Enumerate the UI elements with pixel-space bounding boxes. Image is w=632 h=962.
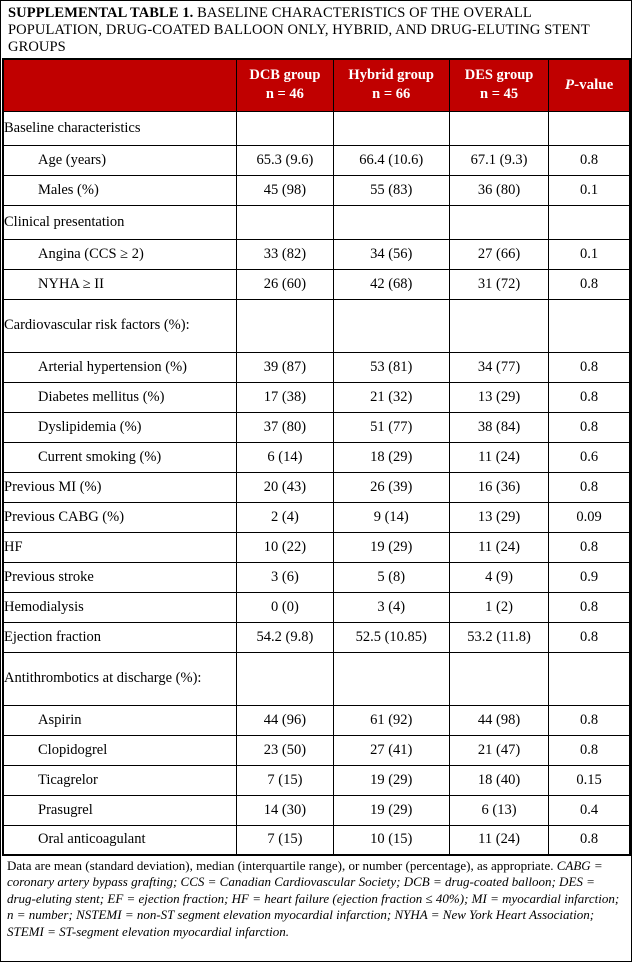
des-value-cell: 21 (47): [449, 735, 548, 765]
pvalue-value-cell: 0.8: [549, 622, 630, 652]
hybrid-value-cell: 21 (32): [333, 382, 449, 412]
hybrid-value-cell: [333, 111, 449, 145]
pvalue-value-cell: 0.1: [549, 239, 630, 269]
table-title-number: SUPPLEMENTAL TABLE 1.: [8, 5, 194, 21]
section-row: [3, 205, 630, 239]
row-label-cell: Angina (CCS ≥ 2): [3, 239, 237, 269]
pvalue-value-cell: 0.4: [549, 795, 630, 825]
row-label-cell: NYHA ≥ II: [3, 269, 237, 299]
pvalue-value-cell: 0.8: [549, 825, 630, 855]
header-dcb-group-cell: [237, 59, 333, 111]
hybrid-value-cell: 51 (77): [333, 412, 449, 442]
table-row: [3, 352, 630, 382]
des-group-name: DES group: [464, 67, 534, 84]
dcb-value-cell: 54.2 (9.8): [237, 622, 333, 652]
des-value-cell: 27 (66): [449, 239, 548, 269]
pvalue-value-cell: 0.8: [549, 412, 630, 442]
header-des-group-cell: [449, 59, 548, 111]
row-label-cell: Ticagrelor: [3, 765, 237, 795]
des-value-cell: [449, 299, 548, 352]
row-label-cell: Diabetes mellitus (%): [3, 382, 237, 412]
table-footnote: [1, 856, 631, 940]
dcb-value-cell: 23 (50): [237, 735, 333, 765]
hybrid-value-cell: 27 (41): [333, 735, 449, 765]
header-pvalue-cell: P-value: [549, 59, 630, 111]
section-row: [3, 299, 630, 352]
dcb-value-cell: [237, 299, 333, 352]
hybrid-value-cell: 52.5 (10.85): [333, 622, 449, 652]
dcb-value-cell: 6 (14): [237, 442, 333, 472]
table-row: [3, 145, 630, 175]
hybrid-value-cell: 19 (29): [333, 532, 449, 562]
pvalue-value-cell: 0.1: [549, 175, 630, 205]
hybrid-value-cell: 55 (83): [333, 175, 449, 205]
pvalue-value-cell: [549, 111, 630, 145]
dcb-value-cell: 33 (82): [237, 239, 333, 269]
table-row: [3, 592, 630, 622]
table-row: [3, 765, 630, 795]
des-value-cell: 11 (24): [449, 532, 548, 562]
dcb-value-cell: 39 (87): [237, 352, 333, 382]
pvalue-value-cell: 0.8: [549, 735, 630, 765]
des-value-cell: 34 (77): [449, 352, 548, 382]
table-row: [3, 239, 630, 269]
header-empty-cell: [3, 59, 237, 111]
dcb-value-cell: 65.3 (9.6): [237, 145, 333, 175]
section-row: [3, 111, 630, 145]
row-label-cell: Ejection fraction: [3, 622, 237, 652]
row-label-cell: Current smoking (%): [3, 442, 237, 472]
row-label-cell: Baseline characteristics: [3, 111, 237, 145]
header-hybrid-group-cell: [333, 59, 449, 111]
dcb-group-n: n = 46: [265, 86, 304, 103]
des-value-cell: 67.1 (9.3): [449, 145, 548, 175]
des-value-cell: 44 (98): [449, 705, 548, 735]
hybrid-value-cell: 9 (14): [333, 502, 449, 532]
hybrid-value-cell: [333, 205, 449, 239]
table-row: [3, 825, 630, 855]
hybrid-value-cell: 34 (56): [333, 239, 449, 269]
dcb-value-cell: 3 (6): [237, 562, 333, 592]
row-label-cell: Previous stroke: [3, 562, 237, 592]
des-value-cell: [449, 205, 548, 239]
hybrid-value-cell: 18 (29): [333, 442, 449, 472]
des-value-cell: 38 (84): [449, 412, 548, 442]
dcb-value-cell: 7 (15): [237, 765, 333, 795]
row-label-cell: Oral anticoagulant: [3, 825, 237, 855]
table-row: [3, 532, 630, 562]
row-label-cell: Previous CABG (%): [3, 502, 237, 532]
des-value-cell: 1 (2): [449, 592, 548, 622]
des-value-cell: 53.2 (11.8): [449, 622, 548, 652]
footnote-definition: Data are mean (standard deviation), median (interquartile range), or number (percentage), as appropriate.: [7, 858, 554, 873]
table-row: [3, 442, 630, 472]
dcb-value-cell: [237, 111, 333, 145]
dcb-value-cell: 44 (96): [237, 705, 333, 735]
des-value-cell: 13 (29): [449, 502, 548, 532]
des-value-cell: 11 (24): [449, 825, 548, 855]
section-row: [3, 652, 630, 705]
hybrid-group-name: Hybrid group: [348, 67, 434, 84]
pvalue-value-cell: 0.8: [549, 472, 630, 502]
dcb-value-cell: 14 (30): [237, 795, 333, 825]
table-row: [3, 412, 630, 442]
table-title-text: BASELINE CHARACTERISTICS OF THE OVERALL POPULATION, DRUG-COATED BALLOON ONLY, HYBRID, AND DRUG-ELUTING STENT GROUPS: [8, 5, 590, 55]
des-group-n: n = 45: [480, 86, 519, 103]
pvalue-value-cell: 0.8: [549, 705, 630, 735]
des-value-cell: 4 (9): [449, 562, 548, 592]
hybrid-group-n: n = 66: [372, 86, 411, 103]
table-row: [3, 562, 630, 592]
table-header: [3, 59, 630, 111]
des-value-cell: 31 (72): [449, 269, 548, 299]
hybrid-value-cell: [333, 652, 449, 705]
hybrid-value-cell: 19 (29): [333, 795, 449, 825]
des-value-cell: 18 (40): [449, 765, 548, 795]
pvalue-value-cell: 0.8: [549, 269, 630, 299]
hybrid-value-cell: 26 (39): [333, 472, 449, 502]
pvalue-value-cell: 0.9: [549, 562, 630, 592]
hybrid-value-cell: 3 (4): [333, 592, 449, 622]
row-label-cell: HF: [3, 532, 237, 562]
pvalue-value-cell: [549, 652, 630, 705]
des-value-cell: 16 (36): [449, 472, 548, 502]
pvalue-value-cell: 0.8: [549, 592, 630, 622]
footnote-abbreviations: CABG = coronary artery bypass grafting; CCS = Canadian Cardiovascular Society; DCB = drug-coated balloon; DES = drug-eluting stent; EF = ejection fraction; HF = heart failure (ejection fraction ≤ 40%); MI = myocardial infarction; n = number; NSTEMI = non-ST segment elevation myocardial infarction; NYHA = New York Heart Association; STEMI = ST-segment elevation myocardial infarction.: [7, 858, 620, 939]
dcb-value-cell: 26 (60): [237, 269, 333, 299]
des-value-cell: 6 (13): [449, 795, 548, 825]
pvalue-value-cell: [549, 205, 630, 239]
row-label-cell: Clopidogrel: [3, 735, 237, 765]
table-row: [3, 269, 630, 299]
table-row: [3, 735, 630, 765]
header-row: [3, 59, 630, 111]
hybrid-value-cell: 61 (92): [333, 705, 449, 735]
des-value-cell: [449, 652, 548, 705]
baseline-characteristics-table: [2, 58, 631, 856]
des-value-cell: [449, 111, 548, 145]
row-label-cell: Previous MI (%): [3, 472, 237, 502]
row-label-cell: Aspirin: [3, 705, 237, 735]
row-label-cell: Clinical presentation: [3, 205, 237, 239]
hybrid-value-cell: 19 (29): [333, 765, 449, 795]
row-label-cell: Antithrombotics at discharge (%):: [3, 652, 237, 705]
table-row: [3, 795, 630, 825]
row-label-cell: Arterial hypertension (%): [3, 352, 237, 382]
row-label-cell: Males (%): [3, 175, 237, 205]
hybrid-value-cell: 66.4 (10.6): [333, 145, 449, 175]
table-row: [3, 175, 630, 205]
hybrid-value-cell: 53 (81): [333, 352, 449, 382]
dcb-value-cell: 20 (43): [237, 472, 333, 502]
dcb-value-cell: 17 (38): [237, 382, 333, 412]
table-body: [3, 111, 630, 855]
hybrid-value-cell: 10 (15): [333, 825, 449, 855]
dcb-value-cell: [237, 205, 333, 239]
hybrid-value-cell: 42 (68): [333, 269, 449, 299]
dcb-value-cell: 7 (15): [237, 825, 333, 855]
table-row: [3, 472, 630, 502]
row-label-cell: Prasugrel: [3, 795, 237, 825]
pvalue-value-cell: 0.09: [549, 502, 630, 532]
table-row: [3, 382, 630, 412]
table-row: [3, 502, 630, 532]
dcb-value-cell: 45 (98): [237, 175, 333, 205]
pvalue-value-cell: 0.8: [549, 145, 630, 175]
pvalue-value-cell: 0.8: [549, 532, 630, 562]
dcb-value-cell: 37 (80): [237, 412, 333, 442]
row-label-cell: Age (years): [3, 145, 237, 175]
table-row: [3, 622, 630, 652]
des-value-cell: 11 (24): [449, 442, 548, 472]
dcb-value-cell: 0 (0): [237, 592, 333, 622]
table-title: [1, 1, 622, 58]
hybrid-value-cell: 5 (8): [333, 562, 449, 592]
pvalue-value-cell: 0.6: [549, 442, 630, 472]
pvalue-value-cell: 0.8: [549, 382, 630, 412]
row-label-cell: Hemodialysis: [3, 592, 237, 622]
des-value-cell: 13 (29): [449, 382, 548, 412]
dcb-value-cell: [237, 652, 333, 705]
hybrid-value-cell: [333, 299, 449, 352]
dcb-value-cell: 10 (22): [237, 532, 333, 562]
pvalue-value-cell: 0.8: [549, 352, 630, 382]
row-label-cell: Cardiovascular risk factors (%):: [3, 299, 237, 352]
dcb-value-cell: 2 (4): [237, 502, 333, 532]
table-row: [3, 705, 630, 735]
dcb-group-name: DCB group: [249, 67, 321, 84]
pvalue-value-cell: 0.15: [549, 765, 630, 795]
pvalue-value-cell: [549, 299, 630, 352]
row-label-cell: Dyslipidemia (%): [3, 412, 237, 442]
des-value-cell: 36 (80): [449, 175, 548, 205]
